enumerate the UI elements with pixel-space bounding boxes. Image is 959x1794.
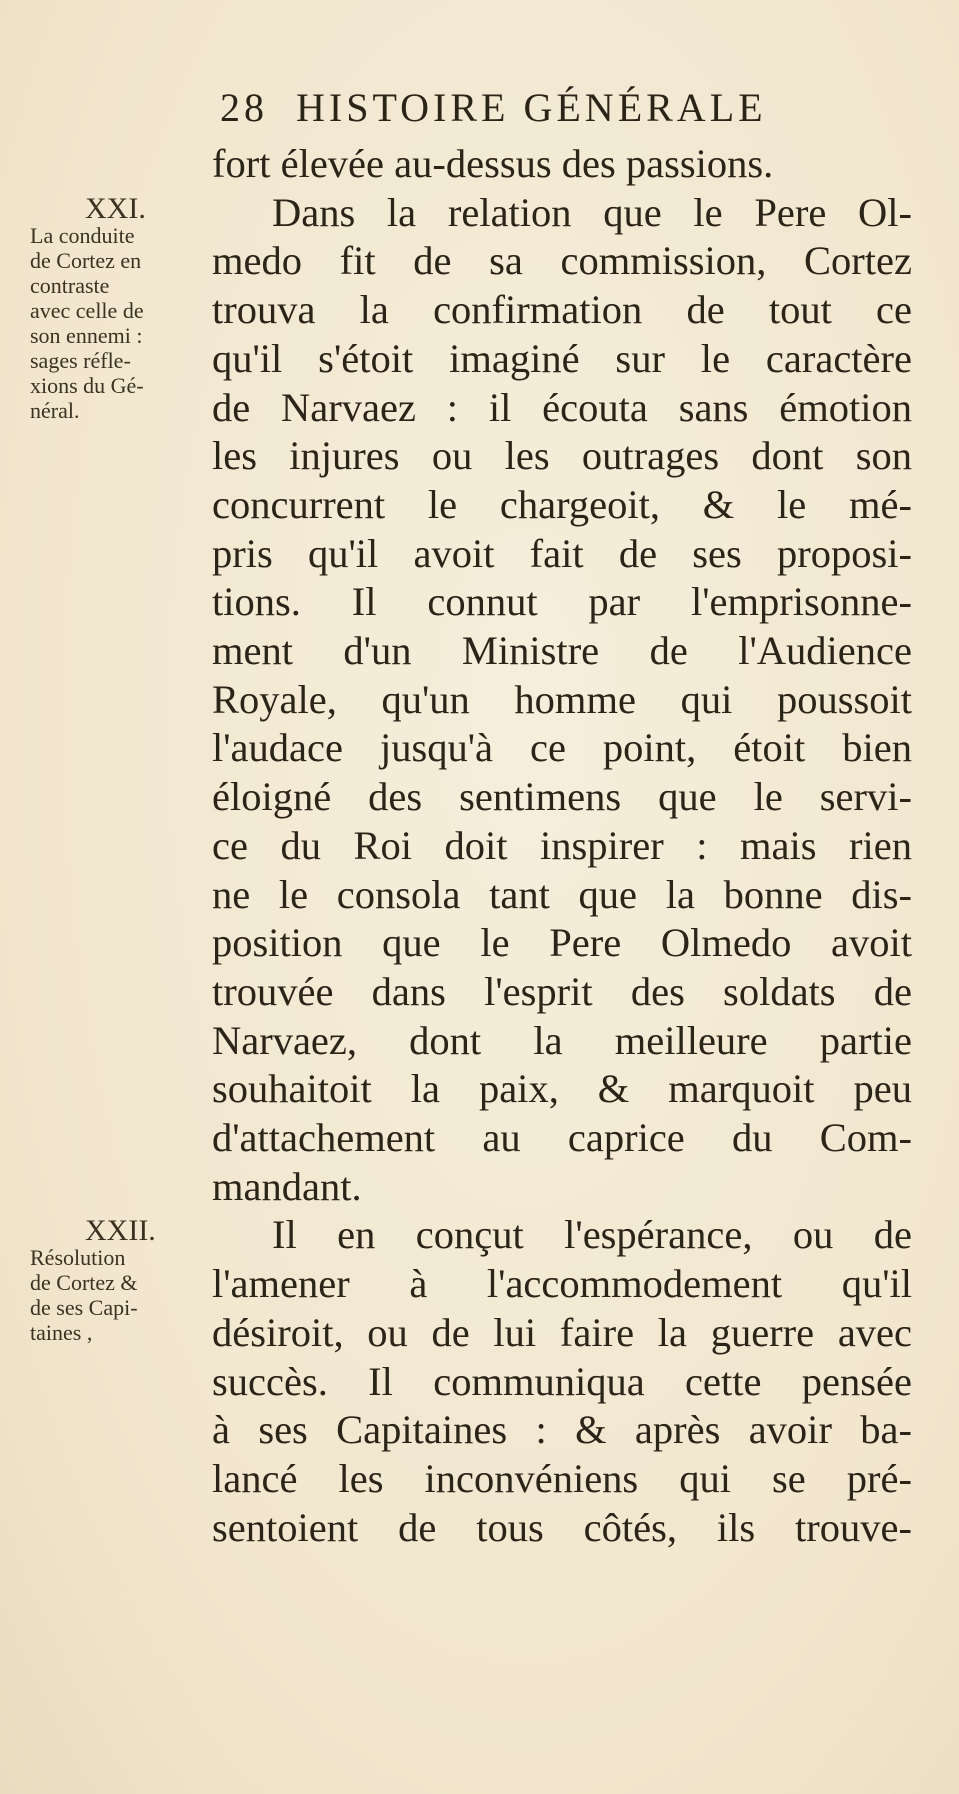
text-line: Royale, qu'un homme qui poussoit <box>212 676 912 722</box>
text-line: position que le Pere Olmedo avoit <box>212 920 912 966</box>
margin-note-line: taines , <box>30 1320 93 1345</box>
text-line: medo fit de sa commission, Cortez <box>212 238 912 284</box>
margin-note-line: contraste <box>30 273 110 298</box>
text-line: souhaitoit la paix, & marquoit peu <box>212 1066 912 1112</box>
running-title: HISTOIRE GÉNÉRALE <box>296 85 767 130</box>
text-line: désiroit, ou de lui faire la guerre avec <box>212 1309 912 1355</box>
text-line: éloigné des sentimens que le servi- <box>212 774 912 820</box>
margin-note-xxii <box>30 1214 215 1345</box>
text-line: trouvée dans l'esprit des soldats de <box>212 968 912 1014</box>
text-line: d'attachement au caprice du Com- <box>212 1115 912 1161</box>
text-line: fort élevée au-dessus des passions. <box>212 141 774 186</box>
text-line: l'audace jusqu'à ce point, étoit bien <box>212 725 912 771</box>
text-line: trouva la confirmation de tout ce <box>212 287 912 333</box>
margin-note-line: de ses Capi- <box>30 1295 138 1320</box>
margin-note-line: La conduite <box>30 223 135 248</box>
text-line: l'amener à l'accommodement qu'il <box>212 1261 912 1307</box>
running-header <box>220 84 840 131</box>
margin-note-line: de Cortez & <box>30 1270 138 1295</box>
text-line: à ses Capitaines : & après avoir ba- <box>212 1407 912 1453</box>
margin-note-line: de Cortez en <box>30 248 142 273</box>
text-line: de Narvaez : il écouta sans émotion <box>212 384 912 430</box>
margin-note-line: néral. <box>30 398 80 423</box>
margin-note-line: Résolution <box>30 1245 126 1270</box>
text-line: ce du Roi doit inspirer : mais rien <box>212 822 912 868</box>
section-number: XXI. <box>85 192 146 225</box>
text-line: Dans la relation que le Pere Ol- <box>272 189 912 235</box>
text-line: tions. Il connut par l'emprisonne- <box>212 579 912 625</box>
text-line: Narvaez, dont la meilleure partie <box>212 1017 912 1063</box>
text-line: succès. Il communiqua cette pensée <box>212 1358 912 1404</box>
text-line: sentoient de tous côtés, ils trouve- <box>212 1504 912 1550</box>
text-line: les injures ou les outrages dont son <box>212 433 912 479</box>
text-line: pris qu'il avoit fait de ses proposi- <box>212 530 912 576</box>
page-number: 28 <box>220 85 268 130</box>
margin-note-line: son ennemi : <box>30 323 143 348</box>
section-number: XXII. <box>85 1214 156 1247</box>
margin-note-line: avec celle de <box>30 298 144 323</box>
text-line: ment d'un Ministre de l'Audience <box>212 628 912 674</box>
text-line: mandant. <box>212 1163 362 1209</box>
margin-note-line: sages réfle- <box>30 348 131 373</box>
text-line: lancé les inconvéniens qui se pré- <box>212 1455 912 1501</box>
text-line: ne le consola tant que la bonne dis- <box>212 871 912 917</box>
margin-note-xxi <box>30 192 215 423</box>
text-line: qu'il s'étoit imaginé sur le caractère <box>212 335 912 381</box>
margin-note-line: xions du Gé- <box>30 373 144 398</box>
body-text <box>212 140 912 1552</box>
text-line: concurrent le chargeoit, & le mé- <box>212 481 912 527</box>
text-line: Il en conçut l'espérance, ou de <box>272 1212 912 1258</box>
